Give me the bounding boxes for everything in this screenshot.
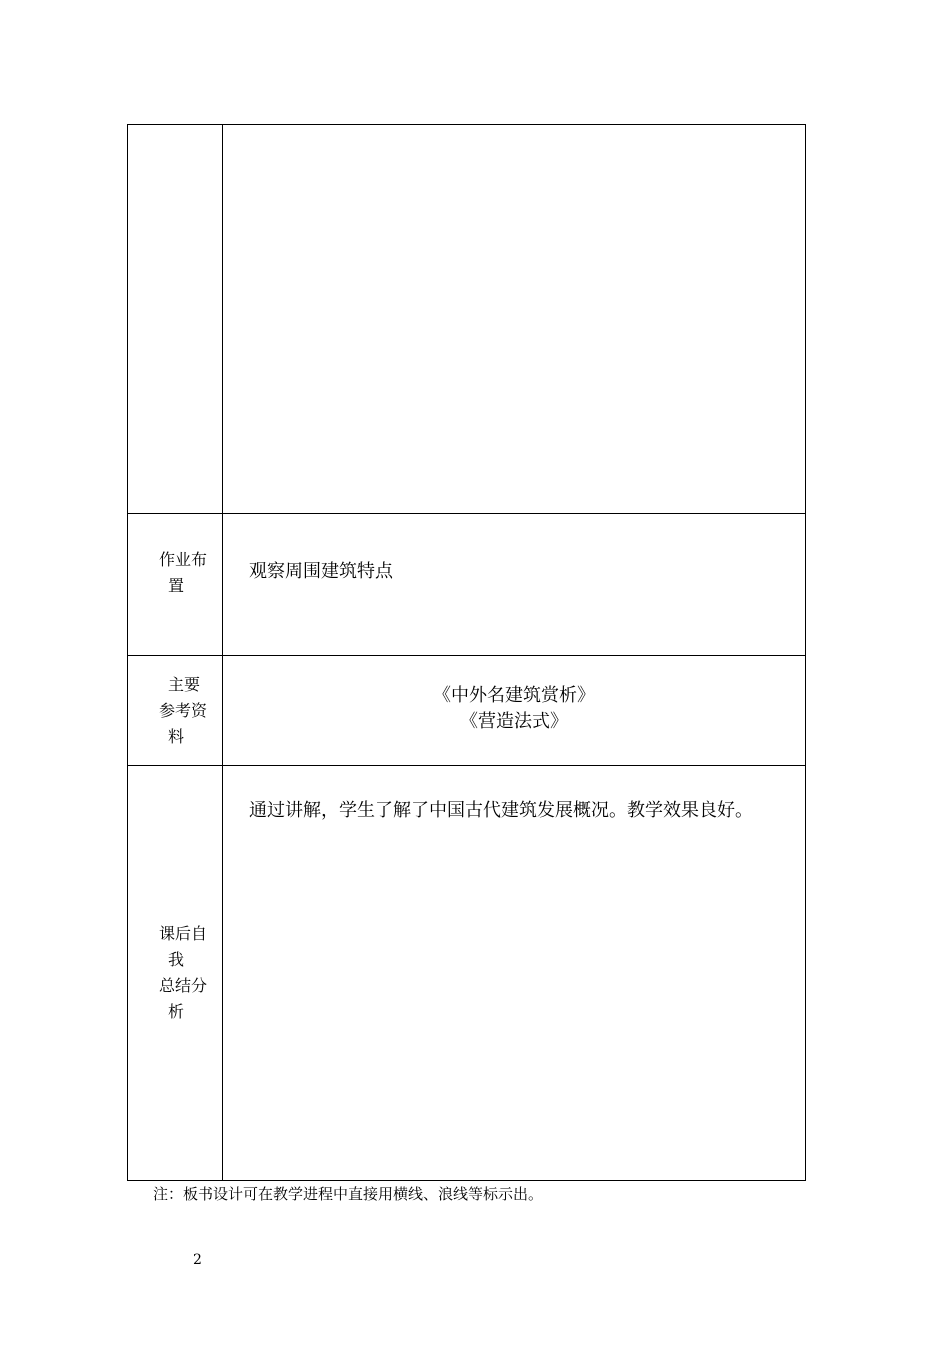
label-cell-blank xyxy=(128,125,223,513)
references-label-line-3: 料 xyxy=(168,727,185,746)
content-cell-homework xyxy=(223,514,805,655)
label-cell-references xyxy=(128,656,223,765)
reference-item: 《营造法式》 xyxy=(460,711,568,732)
content-cell-references xyxy=(223,656,805,765)
reflection-label-line-1: 课后自 xyxy=(159,924,208,943)
table-footnote: 注：板书设计可在教学进程中直接用横线、浪线等标示出。 xyxy=(153,1185,544,1203)
reflection-content: 通过讲解，学生了解了中国古代建筑发展概况。教学效果良好。 xyxy=(249,800,753,821)
table-row-references xyxy=(128,656,805,766)
homework-content: 观察周围建筑特点 xyxy=(249,561,393,582)
page-number: 2 xyxy=(193,1252,202,1268)
reflection-label-line-2: 我 xyxy=(168,950,185,969)
reference-item: 《中外名建筑赏析》 xyxy=(433,685,595,706)
references-label-line-1: 主要 xyxy=(168,675,201,694)
table-row-homework xyxy=(128,514,805,656)
reflection-label-line-4: 析 xyxy=(168,1002,185,1021)
table-row-blank xyxy=(128,125,805,514)
label-cell-homework xyxy=(128,514,223,655)
lesson-plan-table xyxy=(127,124,806,1181)
label-cell-reflection xyxy=(128,766,223,1180)
reflection-label-line-3: 总结分 xyxy=(159,976,208,995)
references-label-line-2: 参考资 xyxy=(159,701,208,720)
table-row-reflection xyxy=(128,766,805,1180)
homework-label-line-1: 作业布 xyxy=(159,550,208,569)
homework-label-line-2: 置 xyxy=(168,576,185,595)
content-cell-blank xyxy=(223,125,805,513)
content-cell-reflection xyxy=(223,766,805,1180)
